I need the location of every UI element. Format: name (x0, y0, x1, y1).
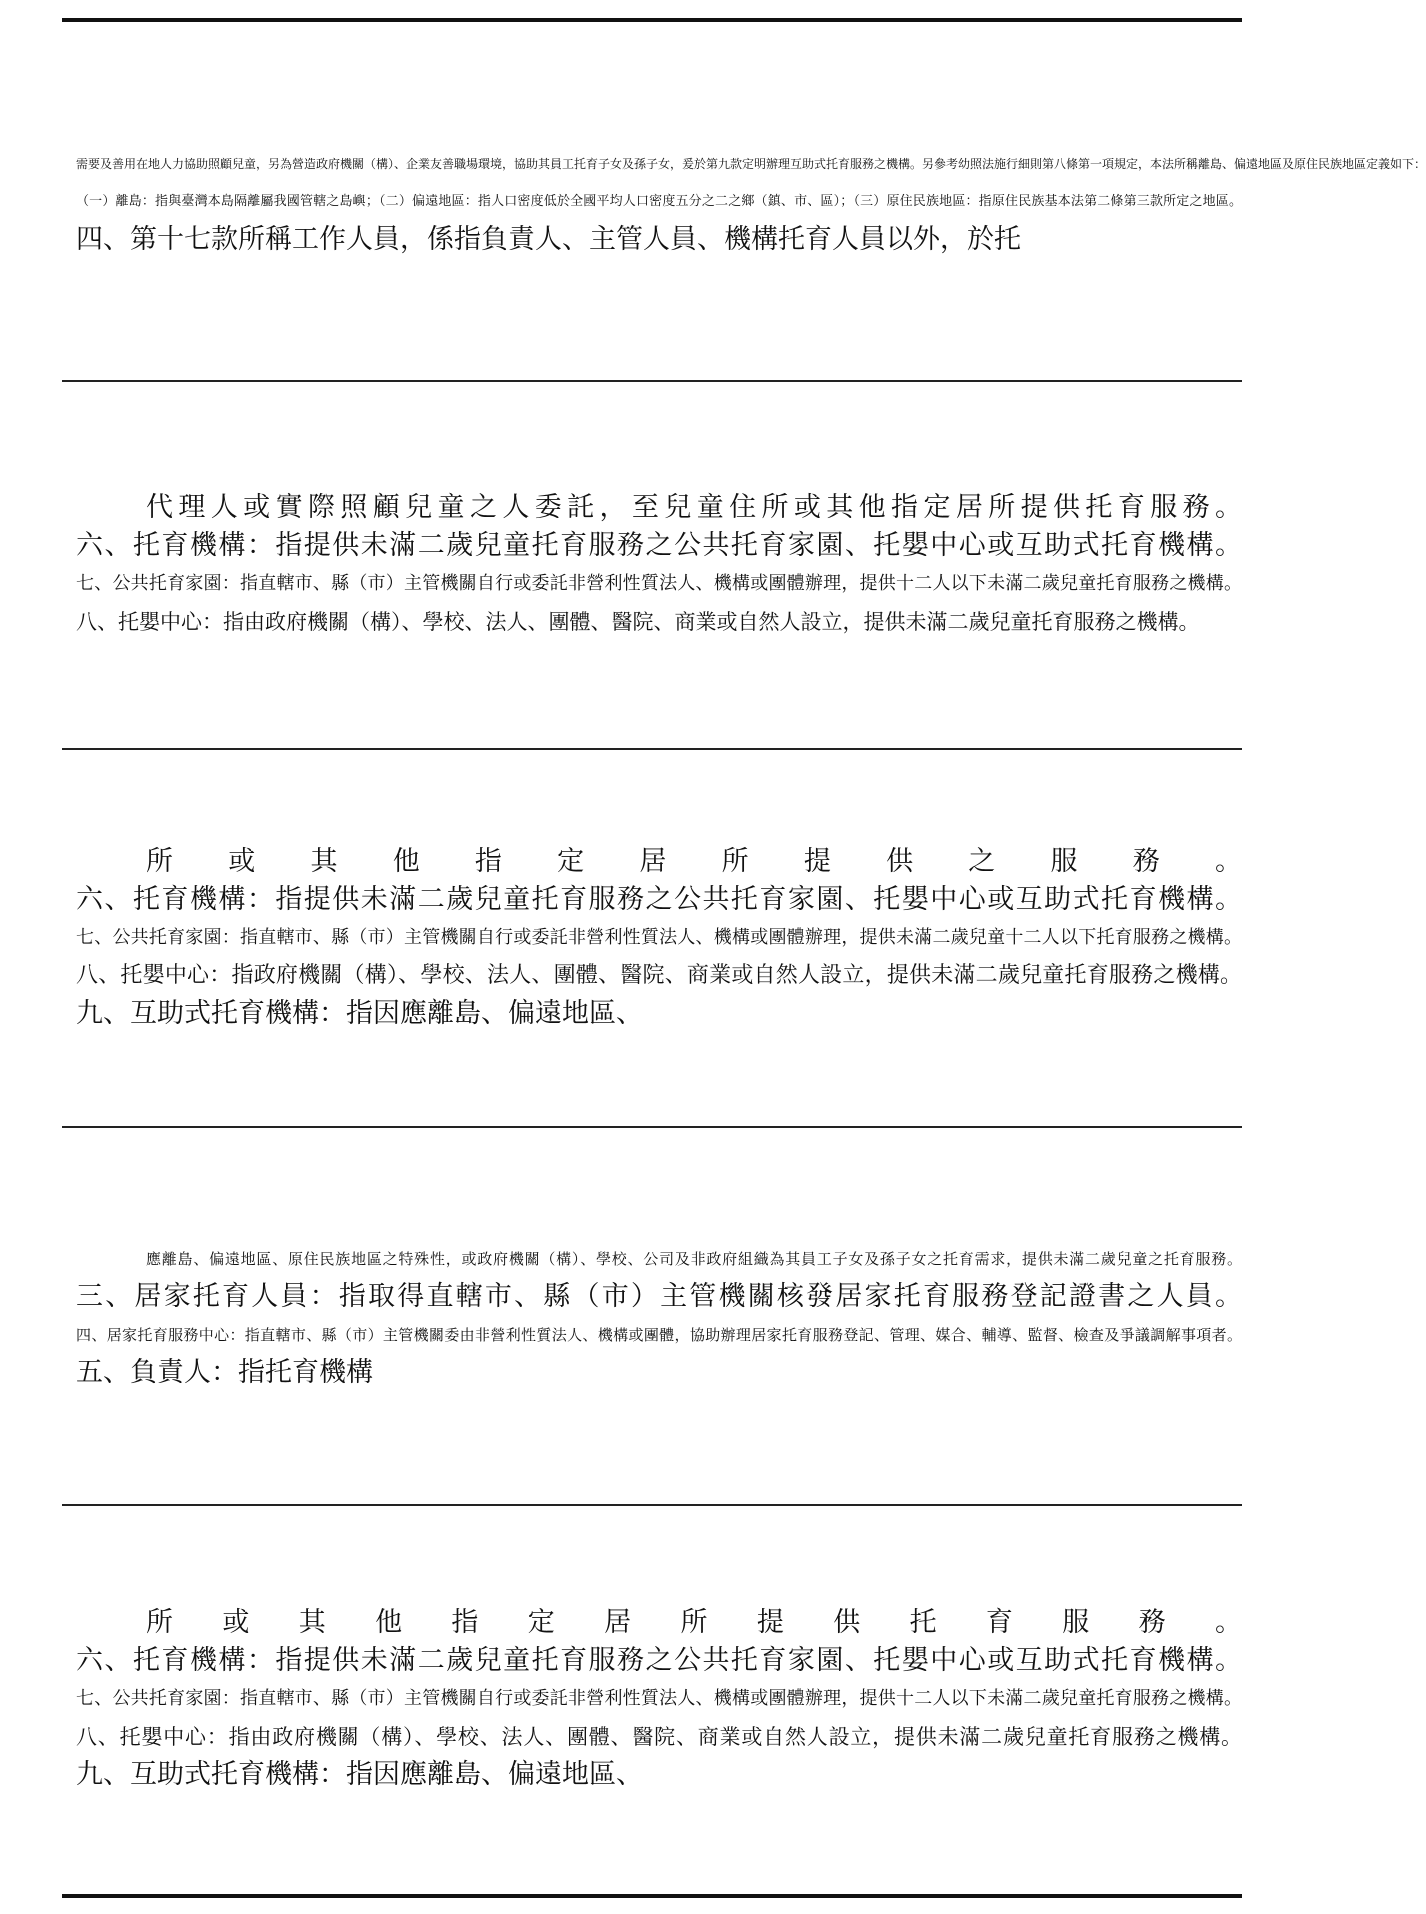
text-line: 九、互助式托育機構：指因應離島、偏遠地區、 (76, 1759, 643, 1790)
text-block-4 (62, 1134, 1242, 1498)
text-line: 代理人或實際照顧兒童之人委託，至兒童住所或其他指定居所提供托育服務。 (146, 492, 1242, 523)
text-line: 九、互助式托育機構：指因應離島、偏遠地區、 (76, 998, 643, 1029)
text-line: 六、托育機構：指提供未滿二歲兒童托育服務之公共托育家園、托嬰中心或互助式托育機構。 (76, 530, 1242, 561)
text-line: 八、托嬰中心：指政府機關（構）、學校、法人、團體、醫院、商業或自然人設立，提供未滿二歲兒童托育服務之機構。 (76, 963, 1242, 988)
text-line: 所或其他指定居所提供托育服務。 (146, 1607, 1242, 1638)
text-block-2 (62, 388, 1242, 742)
block-divider (62, 380, 1242, 382)
text-line: 需要及善用在地人力協助照顧兒童，另為營造政府機關（構）、企業友善職場環境，協助其員工托育子女及孫子女，爰於第九款定明辦理互助式托育服務之機構。另參考幼照法施行細則第八條第一項規定，本法所稱離島、偏遠地區及原住民族地區定義如下： (76, 157, 1426, 171)
text-line: 八、托嬰中心：指由政府機關（構）、學校、法人、團體、醫院、商業或自然人設立，提供未滿二歲兒童托育服務之機構。 (76, 1725, 1242, 1749)
text-line: 五、負責人：指托育機構 (76, 1357, 373, 1388)
text-block-5 (62, 1512, 1242, 1886)
text-line: 六、托育機構：指提供未滿二歲兒童托育服務之公共托育家園、托嬰中心或互助式托育機構。 (76, 1645, 1242, 1676)
text-block-3 (62, 756, 1242, 1120)
text-line: 所或其他指定居所提供之服務。 (146, 846, 1242, 877)
block-divider (62, 1126, 1242, 1128)
text-line: 七、公共托育家園：指直轄市、縣（市）主管機關自行或委託非營利性質法人、機構或團體辦理，提供十二人以下未滿二歲兒童托育服務之機構。 (76, 573, 1242, 594)
text-line: 應離島、偏遠地區、原住民族地區之特殊性，或政府機關（構）、學校、公司及非政府組織為其員工子女及孫子女之托育需求，提供未滿二歲兒童之托育服務。 (146, 1250, 1242, 1268)
text-line: 七、公共托育家園：指直轄市、縣（市）主管機關自行或委託非營利性質法人、機構或團體辦理，提供十二人以下未滿二歲兒童托育服務之機構。 (76, 1688, 1242, 1709)
text-line: 四、第十七款所稱工作人員，係指負責人、主管人員、機構托育人員以外，於托 (76, 224, 1021, 255)
text-line: 七、公共托育家園：指直轄市、縣（市）主管機關自行或委託非營利性質法人、機構或團體辦理，提供未滿二歲兒童十二人以下托育服務之機構。 (76, 927, 1242, 948)
top-rule (62, 18, 1242, 22)
block-divider (62, 748, 1242, 750)
text-line: 八、托嬰中心：指由政府機關（構）、學校、法人、團體、醫院、商業或自然人設立，提供未滿二歲兒童托育服務之機構。 (76, 610, 1200, 634)
text-line: 三、居家托育人員：指取得直轄市、縣（市）主管機關核發居家托育服務登記證書之人員。 (76, 1281, 1242, 1312)
text-line: 四、居家托育服務中心：指直轄市、縣（市）主管機關委由非營利性質法人、機構或團體，協助辦理居家托育服務登記、管理、媒合、輔導、監督、檢查及爭議調解事項者。 (76, 1326, 1242, 1344)
bottom-rule (62, 1894, 1242, 1898)
text-line: （一）離島：指與臺灣本島隔離屬我國管轄之島嶼；（二）偏遠地區：指人口密度低於全國平均人口密度五分之二之鄉（鎮、市、區）；（三）原住民族地區：指原住民族基本法第二條第三款所定之地區。 (76, 194, 1242, 209)
text-line: 六、托育機構：指提供未滿二歲兒童托育服務之公共托育家園、托嬰中心或互助式托育機構。 (76, 884, 1242, 915)
text-block-1 (62, 30, 1426, 374)
block-divider (62, 1504, 1242, 1506)
